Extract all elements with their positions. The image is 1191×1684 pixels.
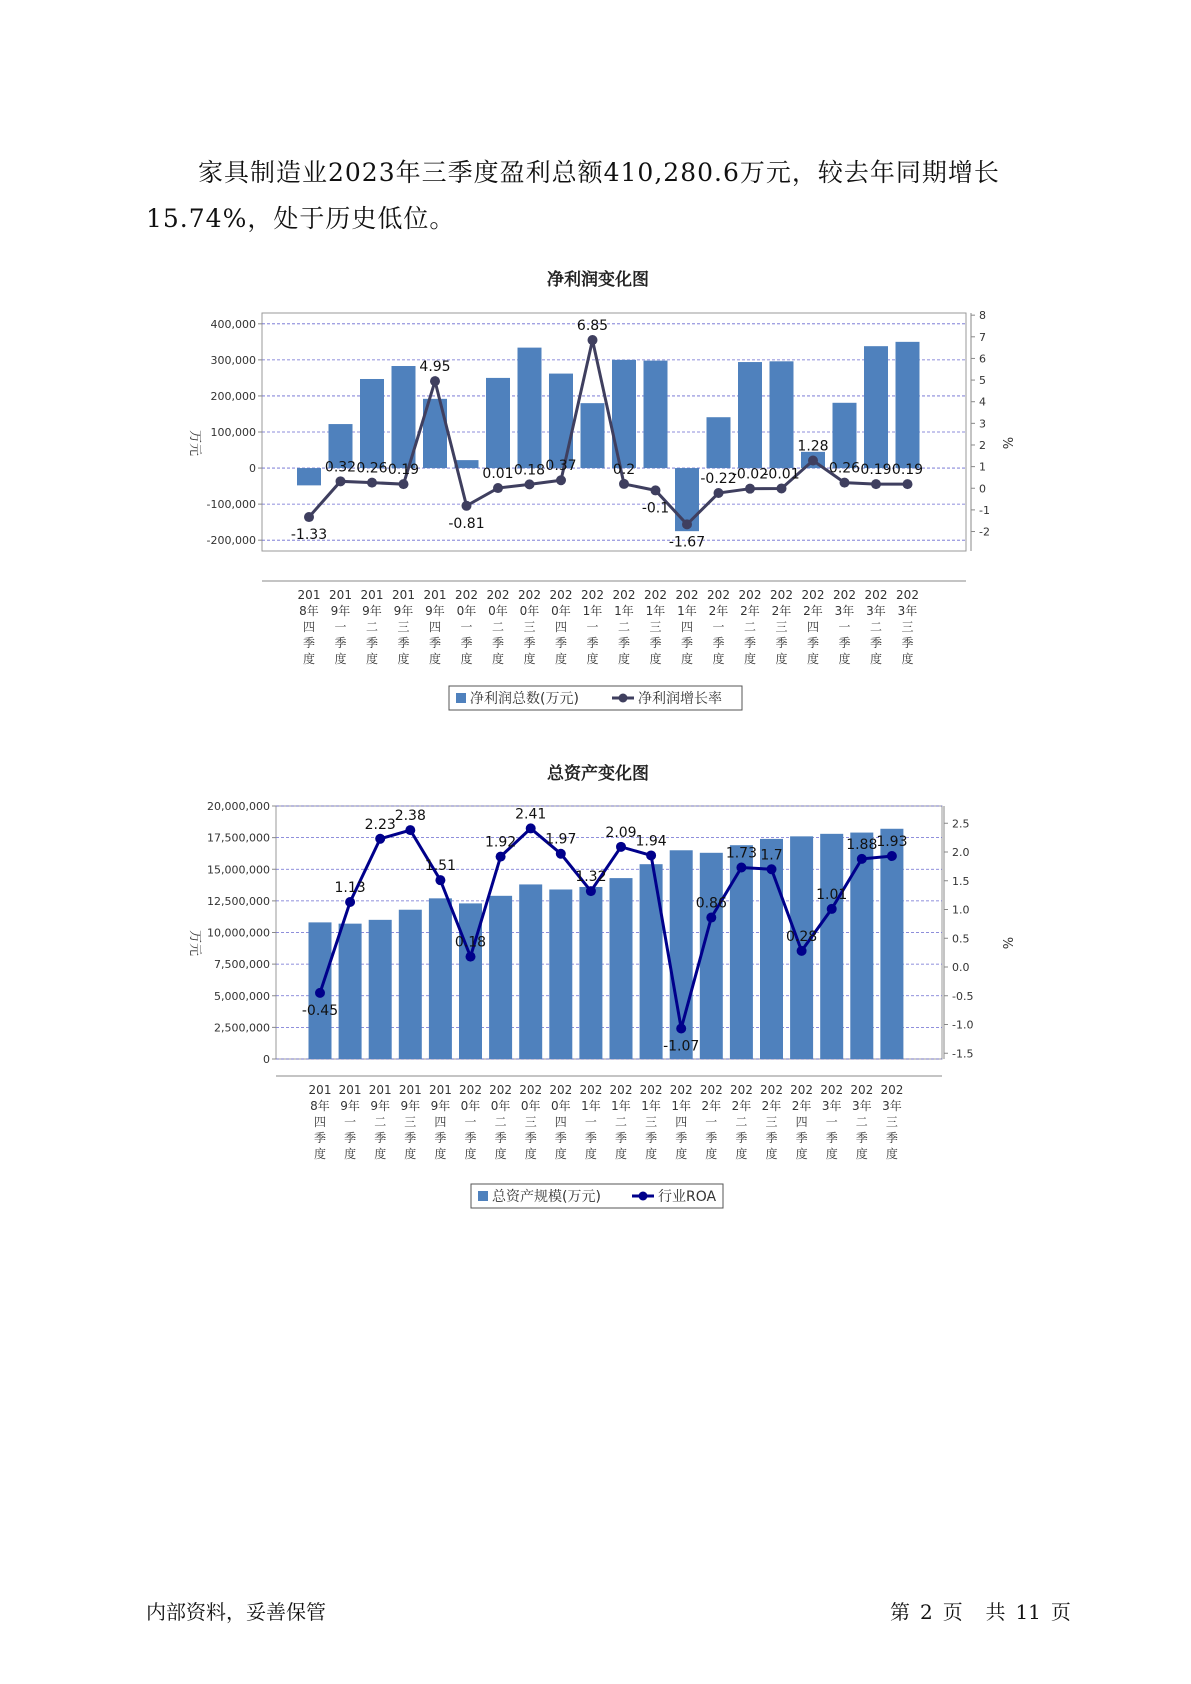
left-axis-title: 万元 <box>187 929 202 957</box>
category-label: 202 2年二季度 <box>738 588 762 666</box>
data-label: 1.28 <box>797 438 829 455</box>
left-tick-label: 200,000 <box>210 389 256 403</box>
line-point <box>840 478 850 488</box>
bar <box>429 898 452 1059</box>
data-label: 0.26 <box>828 460 861 477</box>
line-point <box>676 1024 686 1034</box>
data-label: -0.1 <box>641 500 670 517</box>
line-point <box>462 501 472 511</box>
category-label: 202 2年二季度 <box>729 1083 753 1161</box>
data-label: 0.28 <box>786 928 818 945</box>
intro-paragraph <box>146 150 1046 242</box>
category-label: 202 1年一季度 <box>581 588 604 666</box>
line-point <box>345 897 355 907</box>
category-label: 201 9年三季度 <box>398 1083 422 1161</box>
category-label: 201 9年四季度 <box>423 588 447 666</box>
right-tick-label: 7 <box>979 330 986 344</box>
right-tick-label: -1 <box>979 503 990 517</box>
category-label: 202 1年四季度 <box>669 1083 693 1161</box>
line-point <box>619 479 629 489</box>
category-label: 202 2年一季度 <box>707 588 730 666</box>
right-tick-label: 5 <box>979 374 986 388</box>
line-point <box>714 488 724 498</box>
bar <box>579 887 602 1059</box>
paragraph-line-2: 15.74%，处于历史低位。 <box>146 204 456 233</box>
right-tick-label: 6 <box>979 352 986 366</box>
line-point <box>616 842 626 852</box>
bar <box>581 403 605 468</box>
right-tick-label: 0.0 <box>952 961 970 974</box>
line-point <box>706 913 716 923</box>
left-axis-title: 万元 <box>187 429 202 457</box>
legend-line-label: 净利润增长率 <box>638 691 722 707</box>
left-tick-label: 15,000,000 <box>207 863 270 877</box>
data-label: 0.18 <box>513 462 546 479</box>
category-label: 201 9年一季度 <box>338 1083 362 1161</box>
bar <box>850 833 873 1059</box>
category-label: 201 8年四季度 <box>308 1083 332 1161</box>
bar <box>880 829 903 1059</box>
line-point <box>367 478 377 488</box>
line-point <box>682 519 692 529</box>
right-tick-label: 1 <box>979 460 986 474</box>
category-label: 202 0年四季度 <box>549 1083 573 1161</box>
line-point <box>430 376 440 386</box>
left-tick-label: 10,000,000 <box>207 926 270 940</box>
right-axis-title: % <box>999 436 1014 450</box>
net-profit-chart-svg <box>0 260 1191 730</box>
legend-bar-label: 总资产规模(万元) <box>492 1189 601 1205</box>
right-tick-label: 1.0 <box>952 903 970 917</box>
category-label: 202 0年三季度 <box>519 1083 543 1161</box>
category-label: 202 2年四季度 <box>790 1083 814 1161</box>
left-tick-label: 20,000,000 <box>207 800 270 813</box>
bar <box>518 348 542 468</box>
footer-page-word: 第 <box>890 1600 910 1624</box>
line-point <box>304 512 314 522</box>
left-tick-label: 400,000 <box>210 317 256 331</box>
footer-page-info <box>885 1596 1076 1625</box>
right-tick-label: 1.5 <box>952 874 970 888</box>
data-label: 1.51 <box>424 858 456 875</box>
bar <box>700 853 723 1059</box>
data-label: 1.97 <box>545 831 577 848</box>
data-label: -1.07 <box>663 1038 700 1055</box>
bar <box>730 845 753 1059</box>
data-label: 6.85 <box>576 318 609 335</box>
category-label: 202 1年四季度 <box>675 588 699 666</box>
legend-line-marker <box>639 1192 648 1201</box>
line-point <box>871 479 881 489</box>
data-label: 1.01 <box>816 886 848 903</box>
line-point <box>493 483 503 493</box>
bar <box>519 884 542 1059</box>
line-point <box>556 849 566 859</box>
category-label: 202 1年三季度 <box>644 588 667 666</box>
left-tick-label: 0 <box>263 1053 270 1066</box>
bar <box>489 896 512 1059</box>
left-tick-label: 17,500,000 <box>207 831 270 845</box>
data-label: 0.19 <box>891 462 924 479</box>
right-tick-label: 4 <box>979 395 986 409</box>
bar <box>896 342 920 468</box>
bar <box>549 889 572 1059</box>
category-label: 202 1年三季度 <box>639 1083 663 1161</box>
line-point <box>315 988 325 998</box>
line-point <box>887 851 897 861</box>
data-label: 0.2 <box>612 461 636 478</box>
data-label: 2.41 <box>515 806 547 823</box>
category-label: 202 0年一季度 <box>459 1083 482 1161</box>
data-label: 0.19 <box>387 462 420 479</box>
data-label: 4.95 <box>419 359 451 376</box>
right-tick-label: 2.0 <box>952 846 970 859</box>
bar <box>486 378 510 468</box>
line-point <box>525 479 535 489</box>
category-label: 202 3年三季度 <box>896 588 919 666</box>
category-label: 202 3年二季度 <box>850 1083 874 1161</box>
category-label: 202 3年三季度 <box>880 1083 904 1161</box>
category-label: 202 0年二季度 <box>486 588 510 666</box>
data-label: 1.92 <box>485 834 517 851</box>
category-label: 201 9年二季度 <box>368 1083 392 1161</box>
data-label: 1.7 <box>760 847 783 864</box>
line-point <box>405 825 415 835</box>
category-label: 201 9年四季度 <box>428 1083 452 1161</box>
category-label: 201 9年三季度 <box>392 588 415 666</box>
category-label: 202 3年二季度 <box>864 588 888 666</box>
footer-page-unit: 页 <box>942 1600 963 1624</box>
line-point <box>375 834 385 844</box>
left-tick-label: 300,000 <box>210 353 256 367</box>
right-tick-label: 0 <box>979 482 986 496</box>
line-point <box>777 483 787 493</box>
footer-confidential: 内部资料，妥善保管 <box>146 1600 326 1624</box>
line-point <box>526 823 536 833</box>
data-label: 1.94 <box>635 833 667 850</box>
left-tick-label: 7,500,000 <box>214 958 270 972</box>
line-point <box>736 863 746 873</box>
left-tick-label: -100,000 <box>206 498 256 512</box>
right-tick-label: 0.5 <box>952 932 970 946</box>
total-assets-chart <box>0 758 1191 1228</box>
line-point <box>496 852 506 862</box>
line-point <box>646 850 656 860</box>
right-tick-label: 8 <box>979 309 986 323</box>
data-label: -0.45 <box>301 1002 339 1019</box>
data-label: 1.13 <box>334 880 366 897</box>
footer-total-unit: 页 <box>1050 1600 1071 1624</box>
line-point <box>808 456 818 466</box>
line-point <box>399 479 409 489</box>
category-label: 202 0年一季度 <box>455 588 478 666</box>
data-label: 2.38 <box>394 808 426 825</box>
right-axis-title: % <box>999 936 1014 950</box>
category-label: 202 3年一季度 <box>833 588 856 666</box>
bar <box>339 924 362 1059</box>
category-label: 202 2年三季度 <box>770 588 793 666</box>
data-label: 2.23 <box>364 816 396 833</box>
line-point <box>797 946 807 956</box>
category-label: 202 2年三季度 <box>760 1083 783 1161</box>
category-label: 202 1年二季度 <box>612 588 636 666</box>
data-label: 0.37 <box>545 458 577 475</box>
category-label: 202 0年二季度 <box>489 1083 513 1161</box>
right-tick-label: 3 <box>979 417 986 431</box>
category-label: 202 0年四季度 <box>549 588 573 666</box>
category-label: 202 1年二季度 <box>609 1083 633 1161</box>
bar <box>399 910 422 1059</box>
category-label: 202 3年一季度 <box>820 1083 844 1161</box>
footer-total-number: 11 <box>1015 1600 1041 1624</box>
legend-bar-swatch <box>478 1191 488 1201</box>
category-label: 202 0年三季度 <box>518 588 541 666</box>
data-label: 0.01 <box>482 466 514 483</box>
legend-line-label: 行业ROA <box>658 1189 717 1205</box>
bar <box>707 417 731 468</box>
data-label: -0.22 <box>700 471 737 488</box>
category-label: 201 9年一季度 <box>329 588 352 666</box>
bar <box>864 346 888 468</box>
line-point <box>588 335 598 345</box>
right-tick-label: -1.0 <box>952 1018 974 1032</box>
data-label: 0.19 <box>860 462 892 479</box>
line-point <box>903 479 913 489</box>
data-label: 0.86 <box>695 895 727 912</box>
bar <box>833 403 857 468</box>
line-point <box>586 886 596 896</box>
category-label: 202 2年四季度 <box>801 588 825 666</box>
footer-total-word: 共 <box>985 1600 1006 1624</box>
line-point <box>767 864 777 874</box>
line-point <box>466 952 476 962</box>
category-label: 201 9年二季度 <box>360 588 384 666</box>
footer-page-number: 2 <box>920 1600 933 1624</box>
left-tick-label: 2,500,000 <box>214 1021 270 1035</box>
data-label: -0.02 <box>731 466 769 483</box>
left-tick-label: -200,000 <box>206 534 256 548</box>
left-tick-label: 0 <box>249 462 256 476</box>
line-point <box>651 485 661 495</box>
bar <box>738 362 762 468</box>
legend-bar-swatch <box>456 693 466 703</box>
bar <box>644 361 668 468</box>
legend-bar-label: 净利润总数(万元) <box>470 691 579 707</box>
net-profit-chart <box>0 260 1191 730</box>
chart-title: 净利润变化图 <box>547 270 649 290</box>
bar <box>610 878 633 1059</box>
line-point <box>857 854 867 864</box>
chart-title: 总资产变化图 <box>547 764 649 784</box>
bar <box>369 920 392 1059</box>
line-point <box>336 476 346 486</box>
right-tick-label: -2 <box>979 525 990 539</box>
left-tick-label: 5,000,000 <box>214 989 270 1003</box>
bar <box>297 468 321 485</box>
data-label: -1.33 <box>290 527 328 544</box>
total-assets-chart-svg <box>0 758 1191 1228</box>
bar <box>820 834 843 1059</box>
right-tick-label: 2 <box>979 438 986 452</box>
data-label: 2.09 <box>605 824 637 841</box>
right-tick-label: 2.5 <box>952 817 970 831</box>
data-label: -0.81 <box>448 515 485 532</box>
right-tick-label: -0.5 <box>952 989 974 1003</box>
data-label: 0.32 <box>324 459 357 476</box>
data-label: 0.18 <box>454 934 487 951</box>
bar <box>770 361 794 468</box>
bar <box>549 374 573 468</box>
data-label: -1.67 <box>668 534 706 551</box>
line-point <box>435 875 445 885</box>
category-label: 202 1年一季度 <box>579 1083 603 1161</box>
legend-line-marker <box>619 694 628 703</box>
left-tick-label: 100,000 <box>210 426 256 439</box>
bar <box>360 379 384 468</box>
line-point <box>827 904 837 914</box>
right-tick-label: -1.5 <box>952 1047 974 1061</box>
line-point <box>745 484 755 494</box>
paragraph-line-1: 家具制造业2023年三季度盈利总额410,280.6万元，较去年同期增长 <box>198 158 1000 187</box>
data-label: 1.93 <box>876 834 908 851</box>
line-point <box>556 475 566 485</box>
data-label: 1.73 <box>725 845 757 862</box>
data-label: 0.26 <box>356 460 388 477</box>
left-tick-label: 12,500,000 <box>207 894 270 908</box>
category-label: 201 8年四季度 <box>297 588 321 666</box>
category-label: 202 2年一季度 <box>699 1083 723 1161</box>
data-label: 1.88 <box>846 836 878 853</box>
data-label: -0.01 <box>763 466 800 483</box>
data-label: 1.32 <box>575 869 607 886</box>
